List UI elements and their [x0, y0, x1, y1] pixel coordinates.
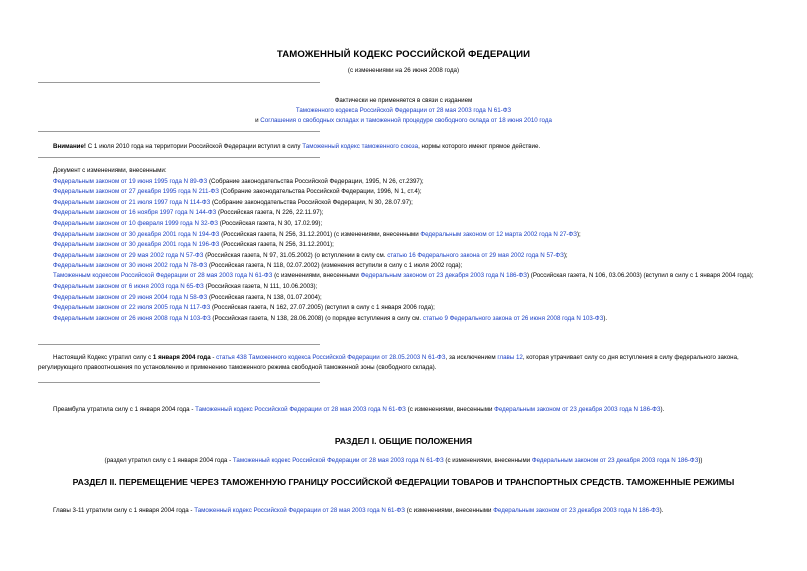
validity-dash: - [210, 354, 217, 361]
federal-law-186-link[interactable]: Федеральным законом от 23 декабря 2003 года N 186-ФЗ [531, 457, 699, 464]
amendment-secondary-link[interactable]: статью 9 Федерального закона от 26 июня 2008 года N 103-ФЗ [422, 314, 604, 322]
divider [38, 157, 320, 158]
amendment-secondary-link[interactable]: статью 16 Федерального закона от 29 мая 2002 года N 57-ФЗ [387, 251, 564, 259]
divider [38, 131, 320, 132]
divider [38, 344, 320, 345]
list-item [38, 219, 778, 230]
list-item [38, 261, 778, 272]
amendment-text: (Российская газета, N 162, 27.07.2005) (вступил в силу с 1 января 2006 года); [210, 304, 435, 312]
amendment-text: (Российская газета, N 138, 28.06.2008) (о порядке вступления в силу см. [210, 314, 423, 322]
attention-label: Внимание! [53, 143, 86, 150]
list-item [38, 272, 778, 280]
validity-text-mid: , за исключением [445, 354, 498, 361]
customs-union-code-link[interactable]: Таможенный кодекс таможенного союза [302, 143, 419, 150]
amendments-intro: Документ с изменениями, внесенными: [53, 167, 167, 174]
amendment-secondary-link[interactable]: Федеральным законом от 23 декабря 2003 года N 186-ФЗ [360, 271, 527, 279]
preamble-text-mid: (с изменениями, внесенными [405, 406, 495, 413]
list-item [38, 198, 778, 209]
list-item [38, 177, 778, 188]
customs-code-link[interactable]: Таможенный кодекс Российской Федерации от 28 мая 2003 года N 61-ФЗ [194, 507, 405, 514]
amendment-text: (Российская газета, N 111, 10.06.2003); [203, 283, 318, 291]
amendment-text: (Российская газета, N 256, 31.12.2001) (с изменениями, внесенными [219, 230, 421, 238]
amendment-link[interactable]: Федеральным законом от 21 июля 1997 года N 114-ФЗ [53, 198, 211, 206]
divider [38, 82, 320, 83]
customs-code-2003-link[interactable]: Таможенного кодекса Российской Федерации от 28 мая 2003 года N 61-ФЗ [295, 107, 512, 114]
amendment-text: (Собрание законодательства Российской Федерации, 1996, N 1, ст.4); [218, 188, 422, 196]
validity-date: 1 января 2004 года [152, 354, 211, 361]
amendment-link[interactable]: Федеральным законом от 27 декабря 1995 года N 211-ФЗ [53, 188, 219, 196]
amendment-text: (Российская газета, N 118, 02.07.2002) (изменения вступили в силу с 1 июля 2002 года); [207, 262, 463, 270]
notice-line: Фактически не применяется в связи с изданием [334, 97, 473, 104]
section-2-title: РАЗДЕЛ II. ПЕРЕМЕЩЕНИЕ ЧЕРЕЗ ТАМОЖЕННУЮ ГРАНИЦУ РОССИЙСКОЙ ФЕДЕРАЦИИ ТОВАРОВ И ТРАНСПОРТНЫХ СРЕДСТВ. ТАМОЖЕННЫЕ РЕЖИМЫ [72, 477, 735, 487]
amendment-link[interactable]: Федеральным законом от 6 июня 2003 года N 65-ФЗ [53, 283, 204, 291]
amendment-text-end: ) (Российская газета, N 106, 03.06.2003) (вступил в силу с 1 января 2004 года); [527, 271, 754, 279]
preamble-text: Преамбула утратила силу с 1 января 2004 года - [53, 406, 196, 413]
validity-text: Настоящий Кодекс утратил силу с [53, 354, 153, 361]
list-item [38, 293, 778, 304]
chapter-12-link[interactable]: главы 12 [497, 354, 523, 361]
amendment-link[interactable]: Федеральным законом от 16 ноября 1997 года N 144-ФЗ [53, 209, 217, 217]
amendment-link[interactable]: Федеральным законом от 29 мая 2002 года N 57-ФЗ [53, 251, 204, 259]
section-1-note-end: )) [698, 457, 703, 464]
amendment-secondary-link[interactable]: Федеральным законом от 12 марта 2002 года N 27-ФЗ [420, 230, 577, 238]
document-subtitle: (с изменениями на 26 июня 2008 года) [347, 67, 460, 74]
amendment-text-end: ). [603, 314, 608, 322]
amendment-link[interactable]: Федеральным законом от 30 декабря 2001 года N 196-ФЗ [53, 241, 220, 249]
list-item [38, 303, 778, 314]
list-item [38, 282, 778, 293]
amendment-text-end: ); [576, 230, 581, 238]
list-item [38, 314, 778, 325]
attention-text: С 1 июля 2010 года на территории Российской Федерации вступил в силу [87, 143, 301, 150]
list-item [38, 208, 778, 219]
amendment-text: (Российская газета, N 256, 31.12.2001); [219, 241, 334, 249]
validity-text-end: , которая утрачивает силу со дня вступления в силу федерального закона, регулирующего правоотношения по установлению и применению таможенного режима свободной таможенной зоны (свободного склада). [38, 354, 739, 371]
article-438-link[interactable]: статья 438 Таможенного кодекса Российской Федерации от 28.05.2003 N 61-ФЗ [216, 354, 446, 361]
amendment-link[interactable]: Федеральным законом от 10 февраля 1999 года N 32-ФЗ [53, 219, 219, 227]
amendment-link[interactable]: Федеральным законом от 22 июля 2005 года N 117-ФЗ [53, 304, 211, 312]
federal-law-186-link[interactable]: Федеральным законом от 23 декабря 2003 года N 186-ФЗ [493, 507, 660, 514]
list-item [38, 230, 778, 241]
amendment-text: (Российская газета, N 138, 01.07.2004); [207, 293, 322, 301]
document-title: ТАМОЖЕННЫЙ КОДЕКС РОССИЙСКОЙ ФЕДЕРАЦИИ [276, 49, 531, 60]
amendment-text: (Российская газета, N 97, 31.05.2002) (о вступлении в силу см. [203, 251, 388, 259]
section-1-title: РАЗДЕЛ I. ОБЩИЕ ПОЛОЖЕНИЯ [334, 436, 473, 446]
amendments-list [38, 166, 778, 325]
amendment-link[interactable]: Федеральным законом от 26 июня 2008 года N 103-ФЗ [53, 314, 211, 322]
free-warehouse-agreement-link[interactable]: Соглашения о свободных складах и таможенной процедуре свободного склада от 18 июня 2010 года [260, 117, 552, 124]
list-item [38, 240, 778, 251]
list-item [38, 251, 778, 262]
amendment-text: (Российская газета, N 226, 22.11.97); [216, 209, 324, 217]
preamble-text-end: ). [660, 406, 665, 413]
customs-code-link[interactable]: Таможенный кодекс Российской Федерации от 28 мая 2003 года N 61-ФЗ [195, 406, 406, 413]
amendment-text: (Собрание законодательства Российской Федерации, 1995, N 26, ст.2397); [207, 177, 424, 185]
amendment-link[interactable]: Федеральным законом от 29 июня 2004 года N 58-ФЗ [53, 293, 208, 301]
amendment-link[interactable]: Федеральным законом от 30 июня 2002 года N 78-ФЗ [53, 262, 208, 270]
amendment-text: (Собрание законодательства Российской Федерации, N 30, 28.07.97); [210, 198, 413, 206]
section-2-note-text: Главы 3-11 утратили силу с 1 января 2004 года - [53, 507, 195, 514]
amendment-link[interactable]: Таможенным кодексом Российской Федерации от 28 мая 2003 года N 61-ФЗ [53, 271, 273, 279]
preamble-paragraph [53, 406, 664, 414]
federal-law-186-link[interactable]: Федеральным законом от 23 декабря 2003 года N 186-ФЗ [494, 406, 661, 413]
attention-notice [53, 143, 540, 151]
amendment-text-end: ); [563, 251, 568, 259]
notice-link-line [0, 107, 807, 115]
section-2-note-mid: (с изменениями, внесенными [405, 507, 494, 514]
list-item [38, 187, 778, 198]
section-1-note [0, 457, 807, 465]
divider [38, 382, 320, 383]
amendment-link[interactable]: Федеральным законом от 30 декабря 2001 года N 194-ФЗ [53, 230, 220, 238]
customs-code-link[interactable]: Таможенный кодекс Российской Федерации от 28 мая 2003 года N 61-ФЗ [232, 457, 444, 464]
amendment-link[interactable]: Федеральным законом от 19 июня 1995 года N 89-ФЗ [53, 177, 208, 185]
section-2-note-end: ). [659, 507, 664, 514]
section-1-note-text: (раздел утратил силу с 1 января 2004 года - [104, 457, 233, 464]
section-2-note [53, 507, 663, 515]
notice-link-line-2 [0, 117, 807, 125]
section-1-note-mid: (с изменениями, внесенными [443, 457, 532, 464]
validity-paragraph [38, 353, 769, 372]
attention-text-end: , нормы которого имеют прямое действие. [418, 143, 541, 150]
amendment-text: (с изменениями, внесенными [272, 271, 361, 279]
amendment-text: (Российская газета, N 30, 17.02.99); [218, 219, 323, 227]
notice-and-text: и [255, 117, 259, 124]
